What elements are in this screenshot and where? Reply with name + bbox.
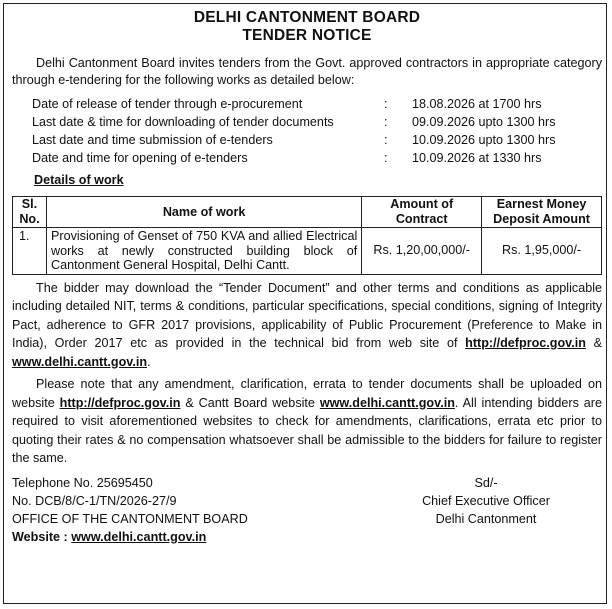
cell-work-name: Provisioning of Genset of 750 KVA and allied Electrical works at newly constructed building block of Cantonment General Hospital, Delhi Cantt. (46, 228, 361, 275)
download-text: The bidder may download the “Tender Document” and other terms and conditions as applicable including detailed NIT, terms & conditions, particular specifications, special conditions, signing of Integrity Pact, adherence to GFR 2017 provisions, applicability of Public Procurement (Preference to Make in India), Order 2017 etc as provided in the technical bid from web site of (12, 280, 602, 350)
schedule-label: Last date & time for downloading of tender documents (32, 114, 334, 129)
schedule-row-opening (32, 149, 602, 167)
schedule-value: 10.09.2026 upto 1300 hrs (412, 132, 556, 147)
cell-amount: Rs. 1,20,00,000/- (362, 228, 482, 275)
header-sl-no (13, 197, 47, 228)
schedule-row-download (32, 113, 602, 131)
website-link[interactable]: www.delhi.cantt.gov.in (71, 529, 207, 544)
signature-sd: Sd/- (474, 475, 498, 490)
header-sl-line2: No. (19, 212, 40, 226)
schedule-value: 10.09.2026 at 1330 hrs (412, 150, 542, 165)
footer-office-details (12, 474, 342, 546)
amendment-text-c: . All intending bidders are required to visit aforementioned websites to check for amendments, clarifications, errata etc prior to quoting their rates & no compensation whatsoever shall be admissible to the bidders for failure to register the same. (12, 395, 602, 465)
intro-paragraph: Delhi Cantonment Board invites tenders from the Govt. approved contractors in appropriate category through e-tendering for the following works as detailed below: (12, 56, 602, 87)
header-sl-line1: Sl. (21, 197, 38, 211)
header-emd-line2: Deposit Amount (493, 212, 590, 226)
schedule-label: Last date and time submission of e-tenders (32, 132, 273, 147)
defproc-link[interactable]: http://defproc.gov.in (59, 395, 181, 410)
amendment-paragraph (12, 375, 602, 468)
notice-body (12, 9, 602, 546)
header-amount-line1: Amount of (390, 197, 454, 211)
notice-frame (3, 3, 607, 604)
cantt-website-link[interactable]: www.delhi.cantt.gov.in (319, 395, 455, 410)
cell-emd: Rs. 1,95,000/- (482, 228, 602, 275)
download-end: . (147, 354, 151, 369)
amendment-text-a: Please note that any amendment, clarification, errata to tender documents shall be uploaded on website (12, 377, 602, 410)
footer-signatory (386, 474, 586, 546)
schedule-list (32, 95, 602, 167)
header-amount (362, 197, 482, 228)
table-row (13, 228, 602, 275)
signatory-designation: Chief Executive Officer (422, 493, 550, 508)
office-name: OFFICE OF THE CANTONMENT BOARD (12, 511, 248, 526)
schedule-row-submission (32, 131, 602, 149)
signatory-place: Delhi Cantonment (435, 511, 537, 526)
notice-title-board: DELHI CANTONMENT BOARD (193, 9, 421, 26)
schedule-label: Date and time for opening of e-tenders (32, 150, 248, 165)
schedule-colon: : (384, 96, 388, 111)
schedule-value: 18.08.2026 at 1700 hrs (412, 96, 542, 111)
cantt-website-link[interactable]: www.delhi.cantt.gov.in (12, 354, 148, 369)
amendment-text-b: & Cantt Board website (185, 395, 315, 410)
schedule-colon: : (384, 132, 388, 147)
reference-number: No. DCB/8/C-1/TN/2026-27/9 (12, 493, 177, 508)
cell-sl-no: 1. (13, 228, 47, 275)
work-table-header (13, 197, 602, 228)
notice-title-tender: TENDER NOTICE (242, 27, 372, 44)
telephone: Telephone No. 25695450 (12, 475, 153, 490)
schedule-label: Date of release of tender through e-procurement (32, 96, 303, 111)
notice-footer (12, 474, 602, 546)
schedule-value: 09.09.2026 upto 1300 hrs (412, 114, 556, 129)
work-table (12, 196, 602, 275)
schedule-row-release (32, 95, 602, 113)
download-paragraph (12, 279, 602, 372)
schedule-colon: : (384, 114, 388, 129)
details-heading: Details of work (34, 173, 124, 187)
header-name-of-work: Name of work (46, 197, 361, 228)
header-amount-line2: Contract (395, 212, 448, 226)
header-emd (482, 197, 602, 228)
footer-website (12, 528, 342, 546)
header-emd-line1: Earnest Money (496, 197, 587, 211)
schedule-colon: : (384, 150, 388, 165)
website-label: Website : (12, 529, 68, 544)
defproc-link[interactable]: http://defproc.gov.in (465, 336, 586, 350)
download-joiner: & (593, 336, 603, 350)
